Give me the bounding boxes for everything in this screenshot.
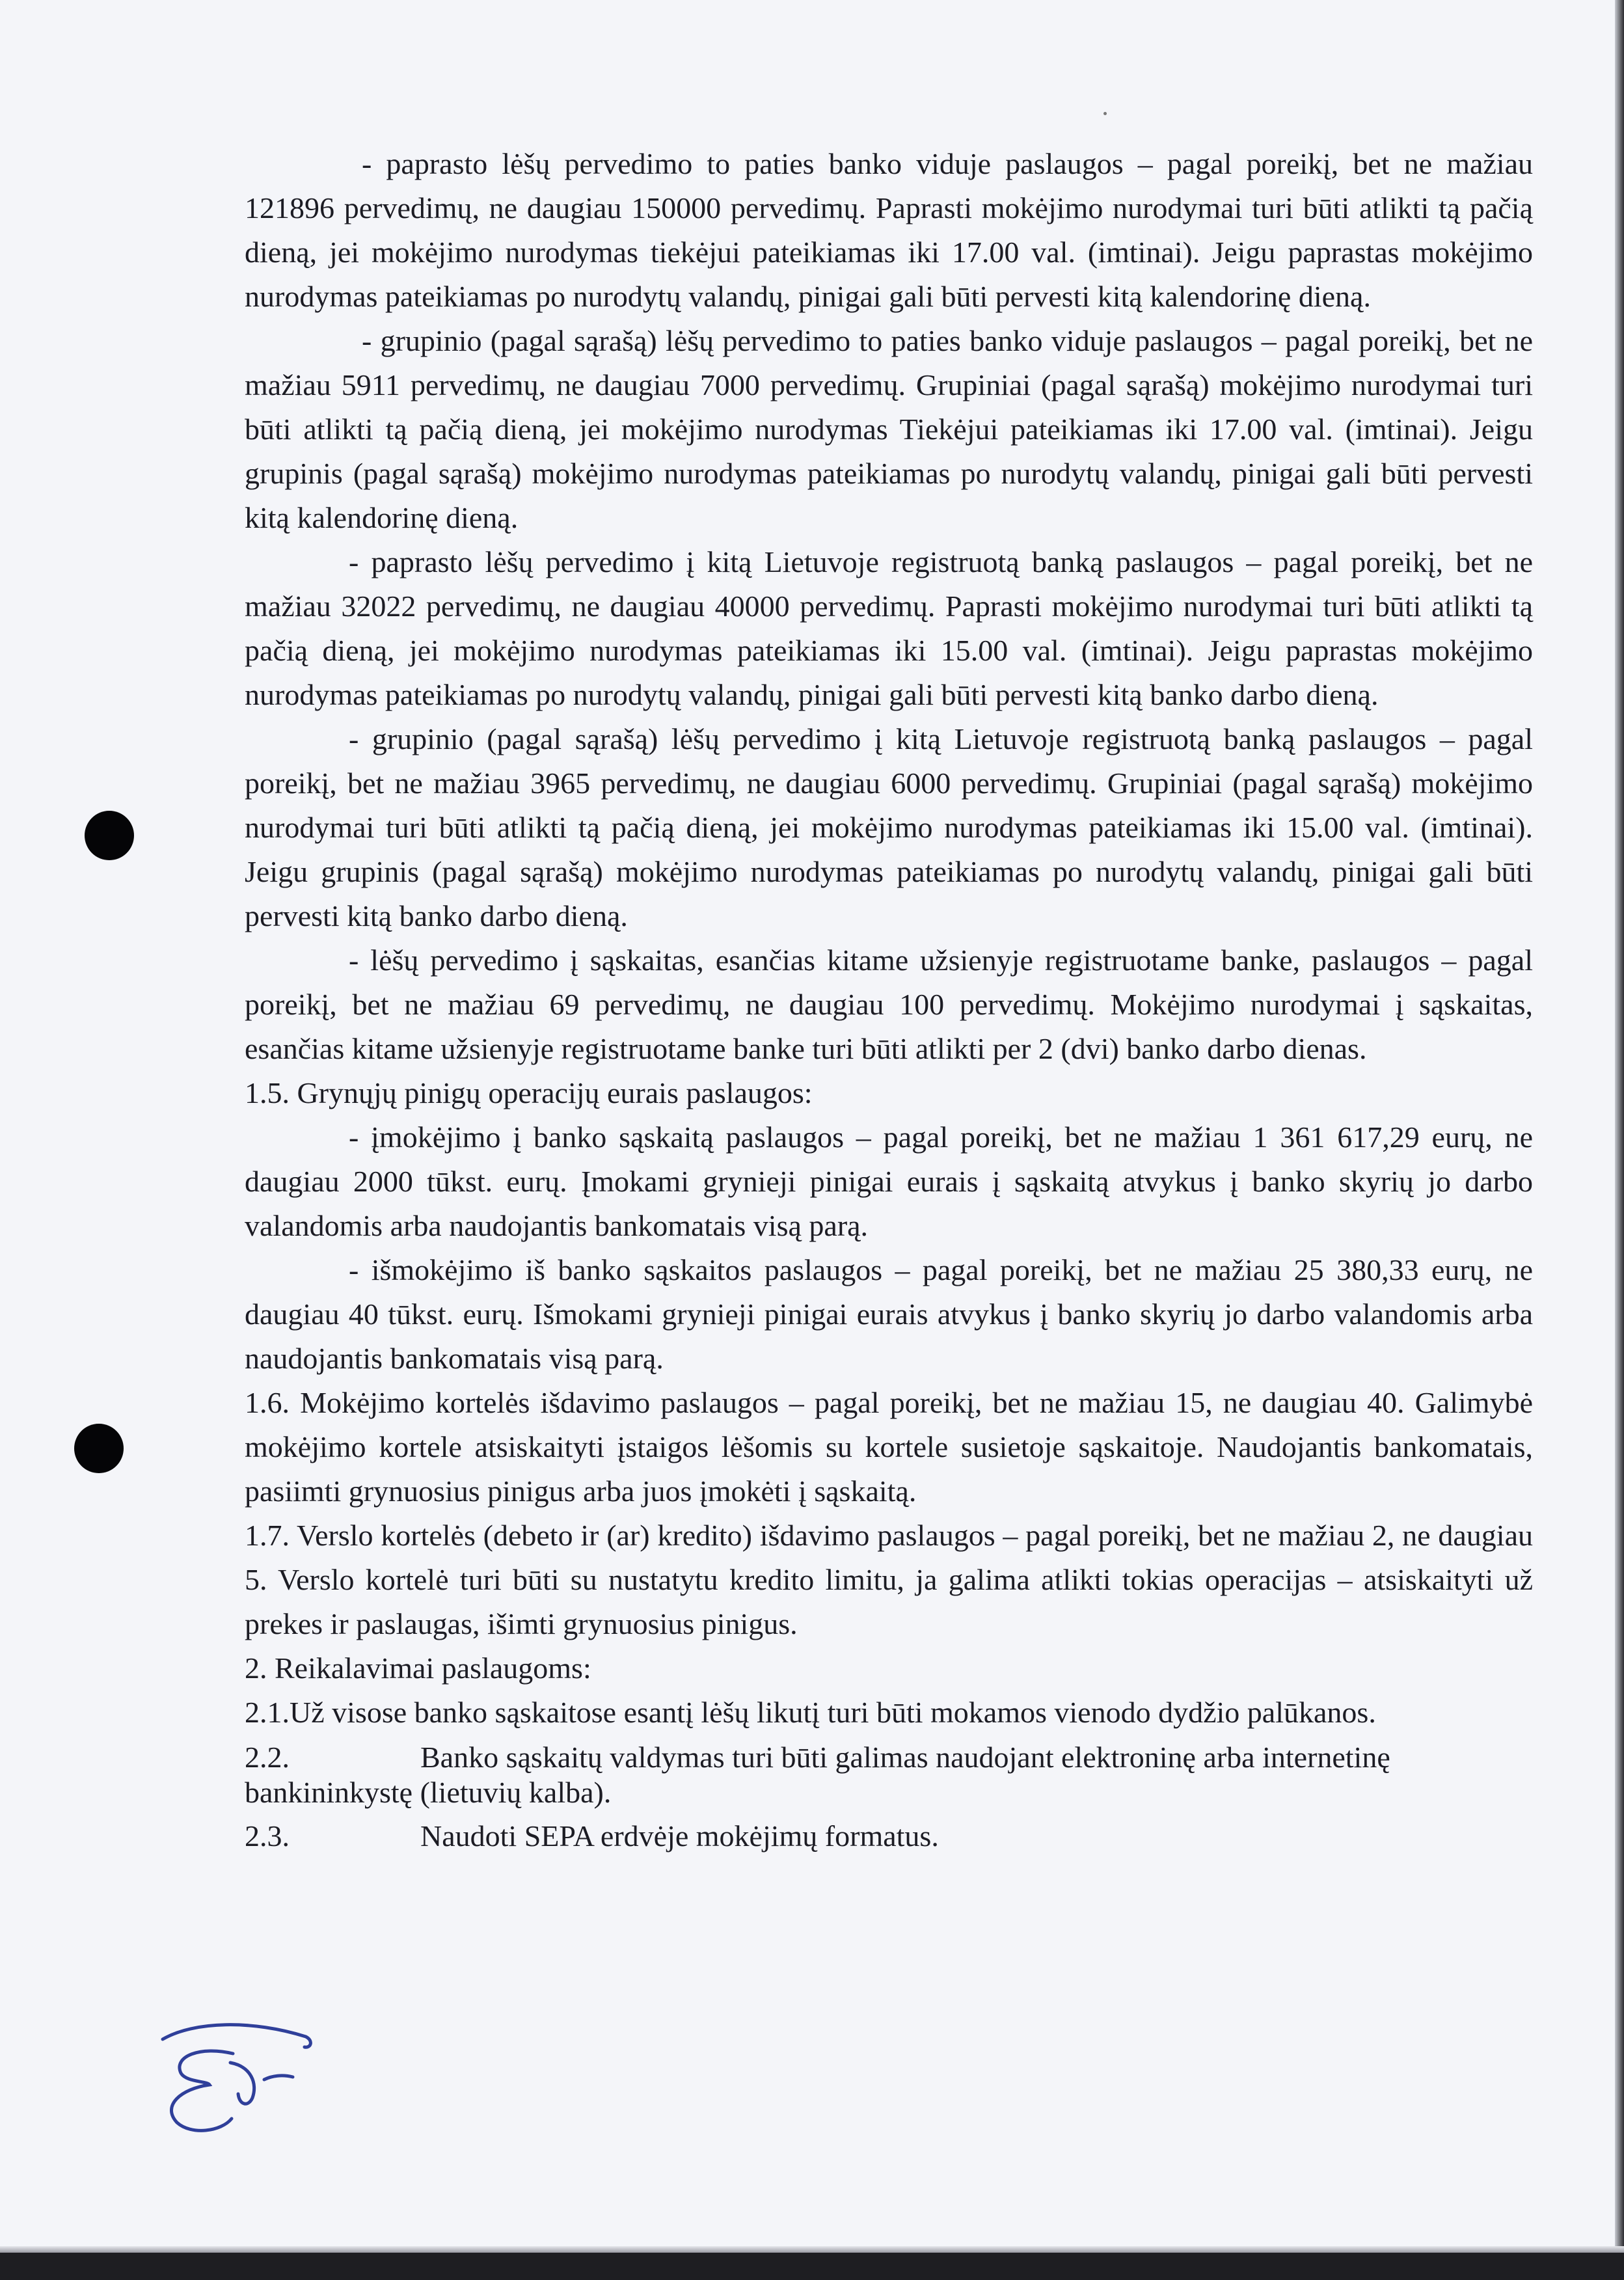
section-2-3-sepa bbox=[245, 1814, 1533, 1858]
section-2-2-number: 2.2. bbox=[245, 1741, 290, 1774]
paragraph-foreign-transfer: - lėšų pervedimo į sąskaitas, esančias kitame užsienyje registruotame banke, paslaugos – pagal poreikį, bet ne mažiau 69 pervedimų, ne daugiau 100 pervedimų. Mokėjimo nurodymai į sąskaitas, esančias kitame užsienyje registruotame banke turi būti atlikti per 2 (dvi) banko darbo dienas. bbox=[245, 943, 1533, 1065]
section-1-7-business-cards: 1.7. Verslo kortelės (debeto ir (ar) kredito) išdavimo paslaugos – pagal poreikį, bet ne mažiau 2, ne daugiau 5. Verslo kortelė turi būti su nustatytu kredito limitu, ja galima atlikti tokias operacijas – atsiskaityti už prekes ir paslaugas, išimti grynuosius pinigus. bbox=[245, 1519, 1533, 1640]
section-2-3-text: Naudoti SEPA erdvėje mokėjimų formatus. bbox=[420, 1819, 939, 1853]
paragraph-domestic-group-transfer: - grupinio (pagal sąrašą) lėšų pervedimo į kitą Lietuvoje registruotą banką paslaugos – pagal poreikį, bet ne mažiau 3965 pervedimų, ne daugiau 6000 pervedimų. Grupiniai (pagal sąrašą) mokėjimo nurodymai turi būti atlikti tą pačią dieną, jei mokėjimo nurodymas pateikiamas iki 15.00 val. (imtinai). Jeigu grupinis (pagal sąrašą) mokėjimo nurodymas pateikiamas po nurodytų valandų, pinigai gali būti pervesti kitą banko darbo dieną. bbox=[245, 722, 1533, 932]
section-1-5-heading: 1.5. Grynųjų pinigų operacijų eurais paslaugos: bbox=[245, 1076, 813, 1109]
paragraph-cash-withdrawal: - išmokėjimo iš banko sąskaitos paslaugos – pagal poreikį, bet ne mažiau 25 380,33 eurų, ne daugiau 40 tūkst. eurų. Išmokami grynieji pinigai eurais atvykus į banko skyrių jo darbo valandomis arba naudojantis bankomatais visą parą. bbox=[245, 1253, 1533, 1375]
section-2-heading: 2. Reikalavimai paslaugoms: bbox=[245, 1651, 591, 1685]
scan-speck bbox=[1103, 112, 1107, 115]
section-2-1-interest: 2.1.Už visose banko sąskaitose esantį lėšų likutį turi būti mokamos vienodo dydžio palūkanos. bbox=[245, 1696, 1376, 1729]
section-2-2-online-banking bbox=[245, 1735, 1533, 1814]
scan-edge-bottom-shadow bbox=[0, 2246, 1624, 2253]
handwritten-signature bbox=[155, 2008, 318, 2145]
punch-hole-top bbox=[85, 811, 134, 860]
paragraph-internal-group-transfer: - grupinio (pagal sąrašą) lėšų pervedimo to paties banko viduje paslaugos – pagal poreikį, bet ne mažiau 5911 pervedimų, ne daugiau 7000 pervedimų. Grupiniai (pagal sąrašą) mokėjimo nurodymai turi būti atlikti tą pačią dieną, jei mokėjimo nurodymas Tiekėjui pateikiamas iki 17.00 val. (imtinai). Jeigu grupinis (pagal sąrašą) mokėjimo nurodymas pateikiamas po nurodytų valandų, pinigai gali būti pervesti kitą kalendorinę dieną. bbox=[245, 324, 1533, 534]
paragraph-domestic-simple-transfer: - paprasto lėšų pervedimo į kitą Lietuvoje registruotą banką paslaugos – pagal poreikį, bet ne mažiau 32022 pervedimų, ne daugiau 40000 pervedimų. Paprasti mokėjimo nurodymai turi būti atlikti tą pačią dieną, jei mokėjimo nurodymas pateikiamas iki 15.00 val. (imtinai). Jeigu paprastas mokėjimo nurodymas pateikiamas po nurodytų valandų, pinigai gali būti pervesti kitą banko darbo dieną. bbox=[245, 545, 1533, 711]
section-2-3-number: 2.3. bbox=[245, 1819, 290, 1853]
section-2-2-text: Banko sąskaitų valdymas turi būti galimas naudojant elektroninę arba internetinę bankininkystę (lietuvių kalba). bbox=[245, 1741, 1390, 1809]
paragraph-cash-deposit: - įmokėjimo į banko sąskaitą paslaugos – pagal poreikį, bet ne mažiau 1 361 617,29 eurų, ne daugiau 2000 tūkst. eurų. Įmokami grynieji pinigai eurais į sąskaitą atvykus į banko skyrių jo darbo valandomis arba naudojantis bankomatais visą parą. bbox=[245, 1120, 1533, 1242]
scan-edge-bottom bbox=[0, 2253, 1624, 2280]
section-1-6-payment-cards: 1.6. Mokėjimo kortelės išdavimo paslaugos – pagal poreikį, bet ne mažiau 15, ne daugiau 40. Galimybė mokėjimo kortele atsiskaityti įstaigos lėšomis su kortele susietoje sąskaitoje. Naudojantis bankomatais, pasiimti grynuosius pinigus arba juos įmokėti į sąskaitą. bbox=[245, 1386, 1533, 1508]
paragraph-internal-simple-transfer: - paprasto lėšų pervedimo to paties banko viduje paslaugos – pagal poreikį, bet ne mažiau 121896 pervedimų, ne daugiau 150000 pervedimų. Paprasti mokėjimo nurodymai turi būti atlikti tą pačią dieną, jei mokėjimo nurodymas tiekėjui pateikiamas iki 17.00 val. (imtinai). Jeigu paprastas mokėjimo nurodymas pateikiamas po nurodytų valandų, pinigai gali būti pervesti kitą kalendorinę dieną. bbox=[245, 147, 1533, 313]
document-body bbox=[245, 142, 1533, 1858]
scan-edge-right bbox=[1615, 0, 1624, 2280]
punch-hole-bottom bbox=[74, 1424, 124, 1473]
